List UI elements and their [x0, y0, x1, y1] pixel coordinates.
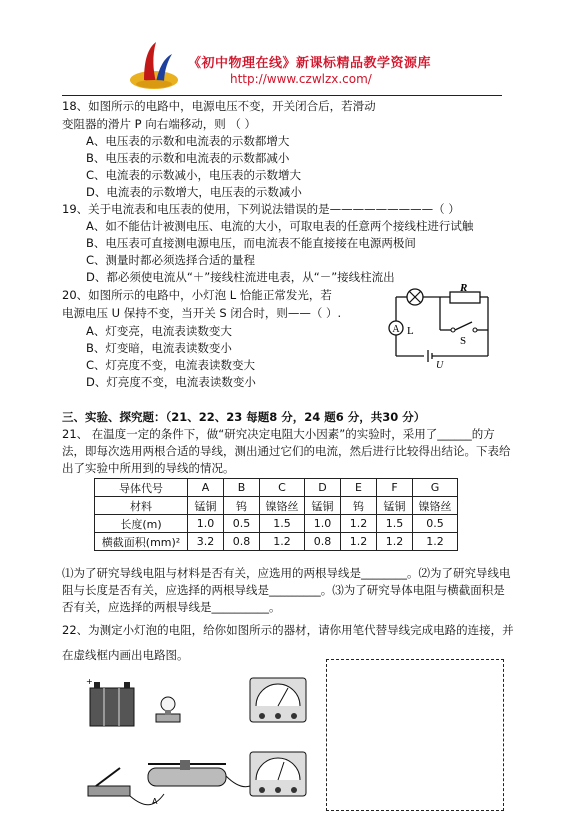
q20-stem-line1: 20、如图所示的电路中，小灯泡 L 恰能正常发光，若 [62, 288, 332, 302]
table-cell: 3.2 [188, 533, 224, 551]
logo-icon [126, 40, 188, 96]
wire-table [94, 478, 458, 551]
circuit-drawing-box[interactable] [326, 659, 504, 811]
banner-url[interactable]: http://www.czwlzx.com/ [230, 72, 372, 86]
table-header-cell: A [188, 479, 224, 497]
battery-icon [86, 677, 134, 726]
q18-option-c: C、电流表的示数减小，电压表的示数增大 [86, 168, 302, 182]
switch-contact-icon [451, 328, 455, 332]
table-cell: 钨 [341, 497, 377, 515]
ammeter-bottom-icon [250, 752, 306, 796]
q20-circuit-diagram [380, 282, 500, 370]
table-cell: 1.2 [341, 533, 377, 551]
table-header-cell: E [341, 479, 377, 497]
table-cell: 1.0 [188, 515, 224, 533]
table-cell: 1.5 [260, 515, 305, 533]
table-row [95, 497, 458, 515]
table-header-cell: 导体代号 [95, 479, 188, 497]
table-cell: 1.2 [377, 533, 413, 551]
q18-stem-line2: 变阻器的滑片 P 向右端移动，则 （ ） [62, 117, 257, 131]
section3-title: 三、实验、探究题：（21、22、23 每题8 分，24 题6 分，共30 分） [62, 410, 426, 424]
bulb-icon [156, 697, 180, 722]
q21-stem-line2: 法，即每次选用两根合适的导线，测出通过它们的电流，然后进行比较得出结论。下表给 [62, 444, 511, 458]
q20-stem-line2: 电源电压 U 保持不变，当开关 S 闭合时，则——（ ）. [62, 306, 342, 320]
q19-stem: 19、关于电流表和电压表的使用，下列说法错误的是—————————（ ） [62, 202, 460, 216]
table-row-label: 材料 [95, 497, 188, 515]
q21-sub-line2: 阻与长度是否有关，应选择的两根导线是_________。⑶为了研究导体电阻与横截面积是 [62, 583, 505, 597]
banner-title: 《初中物理在线》新课标精品教学资源库 [188, 56, 432, 71]
table-row-label: 横截面积(mm)² [95, 533, 188, 551]
table-cell: 钨 [224, 497, 260, 515]
table-cell: 0.5 [413, 515, 458, 533]
table-cell: 镍铬丝 [413, 497, 458, 515]
q18-option-a: A、电压表的示数和电流表的示数都增大 [86, 134, 290, 148]
lamp-icon [407, 289, 423, 305]
table-row [95, 533, 458, 551]
q19-option-b: B、电压表可直接测电源电压，而电流表不能直接接在电源两极间 [86, 236, 416, 250]
q18-stem-line1: 18、如图所示的电路中，电源电压不变，开关闭合后，若滑动 [62, 99, 376, 113]
q21-sub-line3: 否有关，应选择的两根导线是__________。 [62, 600, 281, 614]
q20-option-a: A、灯变亮，电流表读数变大 [86, 324, 232, 338]
table-header-cell: G [413, 479, 458, 497]
switch-label: S [460, 335, 467, 347]
q19-option-d: D、都必须使电流从“＋”接线柱流进电表，从“－”接线柱流出 [86, 270, 395, 284]
lamp-label: L [407, 325, 414, 337]
table-cell: 0.5 [224, 515, 260, 533]
header-divider [62, 95, 502, 96]
svg-text:+: + [86, 677, 93, 686]
table-header-cell: C [260, 479, 305, 497]
table-cell: 0.8 [224, 533, 260, 551]
table-cell: 锰铜 [188, 497, 224, 515]
resistor-label: R [460, 282, 468, 294]
table-cell: 1.2 [341, 515, 377, 533]
ammeter-icon [389, 321, 403, 335]
table-header-cell: B [224, 479, 260, 497]
table-header-cell: D [305, 479, 341, 497]
table-cell: 1.5 [377, 515, 413, 533]
table-cell: 锰铜 [377, 497, 413, 515]
ammeter-label: A [392, 324, 400, 335]
table-cell: 0.8 [305, 533, 341, 551]
source-label: U [436, 360, 444, 370]
q19-option-a: A、如不能估计被测电压、电流的大小，可取电表的任意两个接线柱进行试触 [86, 219, 474, 233]
table-cell: 锰铜 [305, 497, 341, 515]
figure-label-a: A [152, 797, 158, 806]
q22-stem-line2: 在虚线框内画出电路图。 [62, 648, 189, 662]
voltmeter-top-icon [250, 678, 306, 722]
table-cell: 镍铬丝 [260, 497, 305, 515]
table-row-label: 长度(m) [95, 515, 188, 533]
q20-option-c: C、灯亮度不变，电流表读数变大 [86, 358, 256, 372]
switch-icon [88, 768, 130, 796]
table-cell: 1.2 [413, 533, 458, 551]
q21-stem-line1: 21、 在温度一定的条件下，做“研究决定电阻大小因素”的实验时，采用了______的方 [62, 427, 495, 441]
switch-contact-icon [473, 328, 477, 332]
q21-stem-line3: 出了实验中所用到的导线的情况。 [62, 461, 235, 475]
table-cell: 1.2 [260, 533, 305, 551]
table-header-cell: F [377, 479, 413, 497]
table-cell: 1.0 [305, 515, 341, 533]
q22-apparatus-figure [84, 676, 320, 814]
q21-sub-line1: ⑴为了研究导线电阻与材料是否有关，应选用的两根导线是________。⑵为了研究导线电 [62, 566, 511, 580]
q20-option-b: B、灯变暗，电流表读数变小 [86, 341, 232, 355]
q22-stem-line1: 22、为测定小灯泡的电阻，给你如图所示的器材，请你用笔代替导线完成电路的连接，并 [62, 623, 514, 637]
q18-option-b: B、电压表的示数和电流表的示数都减小 [86, 151, 290, 165]
table-row [95, 515, 458, 533]
q20-option-d: D、灯亮度不变，电流表读数变小 [86, 375, 256, 389]
q19-option-c: C、测量时都必须选择合适的量程 [86, 253, 256, 267]
table-row [95, 479, 458, 497]
q18-option-d: D、电流表的示数增大，电压表的示数减小 [86, 185, 302, 199]
